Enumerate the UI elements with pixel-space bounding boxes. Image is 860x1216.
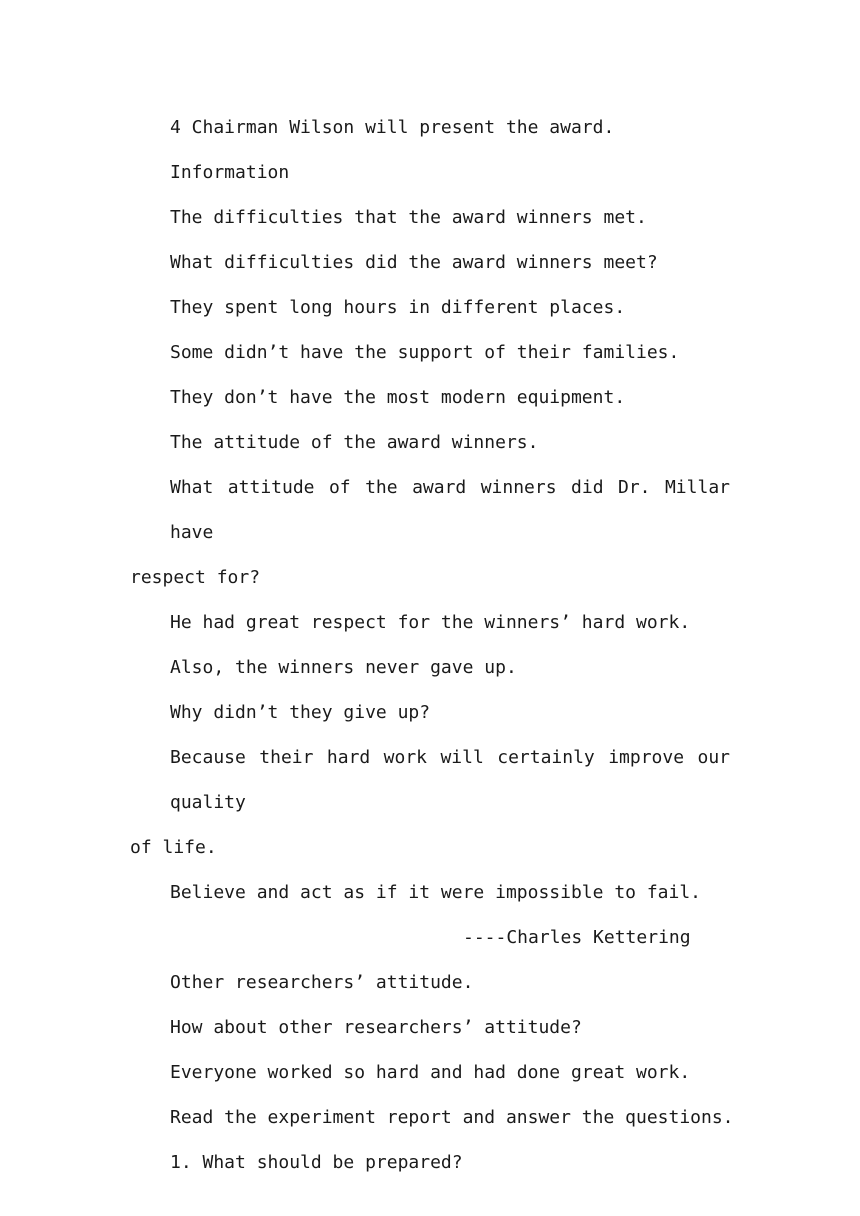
answer-line: They don’t have the most modern equipment. xyxy=(170,387,626,408)
answer-line-continuation: of life. xyxy=(130,837,217,858)
answer-line: He had great respect for the winners’ hard work. xyxy=(170,612,691,633)
paragraph-line: Other researchers’ attitude. xyxy=(170,972,474,993)
question-line: What difficulties did the award winners meet? xyxy=(170,252,658,273)
section-heading: Information xyxy=(170,162,290,183)
answer-line: They spent long hours in different places. xyxy=(170,297,626,318)
answer-line: Because their hard work will certainly improve our quality xyxy=(170,747,730,813)
question-line: 1. What should be prepared? xyxy=(170,1152,463,1173)
question-line: What attitude of the award winners did Dr. Millar have xyxy=(170,477,730,543)
question-line: How about other researchers’ attitude? xyxy=(170,1017,582,1038)
instruction-line: Read the experiment report and answer the questions. xyxy=(170,1107,734,1128)
quote-attribution: ----Charles Kettering xyxy=(463,927,691,948)
answer-line: Some didn’t have the support of their families. xyxy=(170,342,680,363)
paragraph-line: The attitude of the award winners. xyxy=(170,432,539,453)
answer-line: Also, the winners never gave up. xyxy=(170,657,517,678)
paragraph-line: 4 Chairman Wilson will present the award. xyxy=(170,117,615,138)
answer-line: Everyone worked so hard and had done great work. xyxy=(170,1062,691,1083)
paragraph-line: The difficulties that the award winners met. xyxy=(170,207,647,228)
document-body xyxy=(130,105,734,1185)
quote-line: Believe and act as if it were impossible to fail. xyxy=(170,882,702,903)
question-line: Why didn’t they give up? xyxy=(170,702,431,723)
question-line-continuation: respect for? xyxy=(130,567,261,588)
